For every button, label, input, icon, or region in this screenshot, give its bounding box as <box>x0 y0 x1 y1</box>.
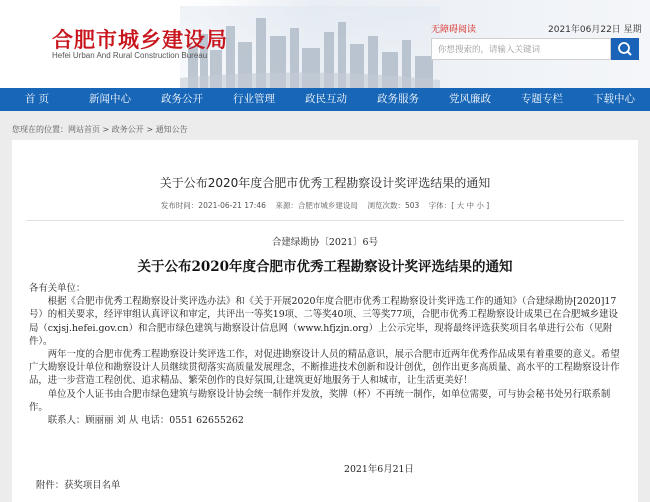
body-paragraph: 单位及个人证书由合肥市绿色建筑与勘察设计协会统一制作并发放，奖牌（杯）不再统一制作，如单位需要，可与协会秘书处另行联系制作。 <box>29 388 611 413</box>
site-subtitle: Hefei Urban And Rural Construction Bureau <box>52 51 208 60</box>
nav-item-services[interactable]: 政务服务 <box>377 93 419 105</box>
accessibility-link[interactable]: 无障碍阅读 <box>431 25 477 35</box>
body-paragraph: 两年一度的合肥市优秀工程勘察设计奖评选工作，对促进勘察设计人员的精品意识，展示合肥市近两年优秀作品成果有着重要的意义。希望广大勘察设计单位和勘察设计人员继续贯彻落实高质量发展理念，不断推进技术创新和设计创优，创作出更多高质量、高水平的工程勘察设计作品，进一步营造工程创优、追求精品、繁荣创作的良好氛围,让建筑更好地服务于人和城市，让生活更美好！ <box>29 349 620 387</box>
divider <box>26 220 624 221</box>
search-icon <box>611 38 639 60</box>
site-title[interactable]: 合肥市城乡建设局 <box>52 28 228 52</box>
breadcrumb-separator: > <box>100 125 112 134</box>
body-paragraph: 根据《合肥市优秀工程勘察设计奖评选办法》和《关于开展2020年度合肥市优秀工程勘察设计奖评选工作的通知》（合建绿勘协[2020]17号）的相关要求，经评审组认真评议和审定，共评出一等奖19项、二等奖40项、三等奖77项，合肥市优秀工程勘察设计成果已在合肥城乡建设局（cxjsj.hefei.gov.cn）和合肥市绿色建筑与勘察设计信息网（www.hfjzjn.org）上公示完毕，现将最终评选获奖项目名单进行公布（见附件）。 <box>29 296 618 347</box>
article-panel <box>12 140 638 502</box>
breadcrumb-gov-affairs[interactable]: 政务公开 <box>111 125 144 134</box>
contact-info: 联系人：顾丽丽 刘 从 电话：0551 62655262 <box>47 415 244 427</box>
breadcrumb <box>12 124 188 135</box>
article-body <box>29 282 623 427</box>
breadcrumb-notices[interactable]: 通知公告 <box>155 125 188 134</box>
nav-item-gov-affairs[interactable]: 政务公开 <box>161 93 203 105</box>
current-date: 2021年06月22日 星期 <box>548 25 642 35</box>
nav-item-home[interactable]: 首 页 <box>24 93 50 105</box>
nav-item-news[interactable]: 新闻中心 <box>89 93 131 105</box>
nav-item-industry[interactable]: 行业管理 <box>233 93 275 105</box>
breadcrumb-separator: > <box>143 125 156 134</box>
attachment-label[interactable]: 附件：获奖项目名单 <box>36 480 121 491</box>
search-input[interactable]: 你想搜索的，请输入关键词 <box>431 38 611 60</box>
nav-item-topics[interactable]: 专题专栏 <box>521 93 563 105</box>
article-meta: 发布时间：2021-06-21 17:46 来源：合肥市城乡建设局 浏览次数：503 字体：[ 大 中 小 ] <box>160 201 490 210</box>
site-header <box>0 0 650 88</box>
document-number: 合建绿勘协〔2021〕6号 <box>271 237 379 248</box>
sign-date: 2021年6月21日 <box>344 464 414 475</box>
nav-item-integrity[interactable]: 党风廉政 <box>449 93 491 105</box>
document-title: 关于公布2020年度合肥市优秀工程勘察设计奖评选结果的通知 <box>137 259 513 275</box>
breadcrumb-prefix: 您现在的位置： <box>12 125 68 134</box>
search-button[interactable] <box>611 38 639 60</box>
breadcrumb-home[interactable]: 网站首页 <box>68 125 100 134</box>
nav-item-interaction[interactable]: 政民互动 <box>305 93 347 105</box>
nav-item-downloads[interactable]: 下载中心 <box>593 93 635 105</box>
salutation: 各有关单位： <box>29 283 86 294</box>
main-nav <box>0 88 650 111</box>
article-title: 关于公布2020年度合肥市优秀工程勘察设计奖评选结果的通知 <box>159 176 491 190</box>
